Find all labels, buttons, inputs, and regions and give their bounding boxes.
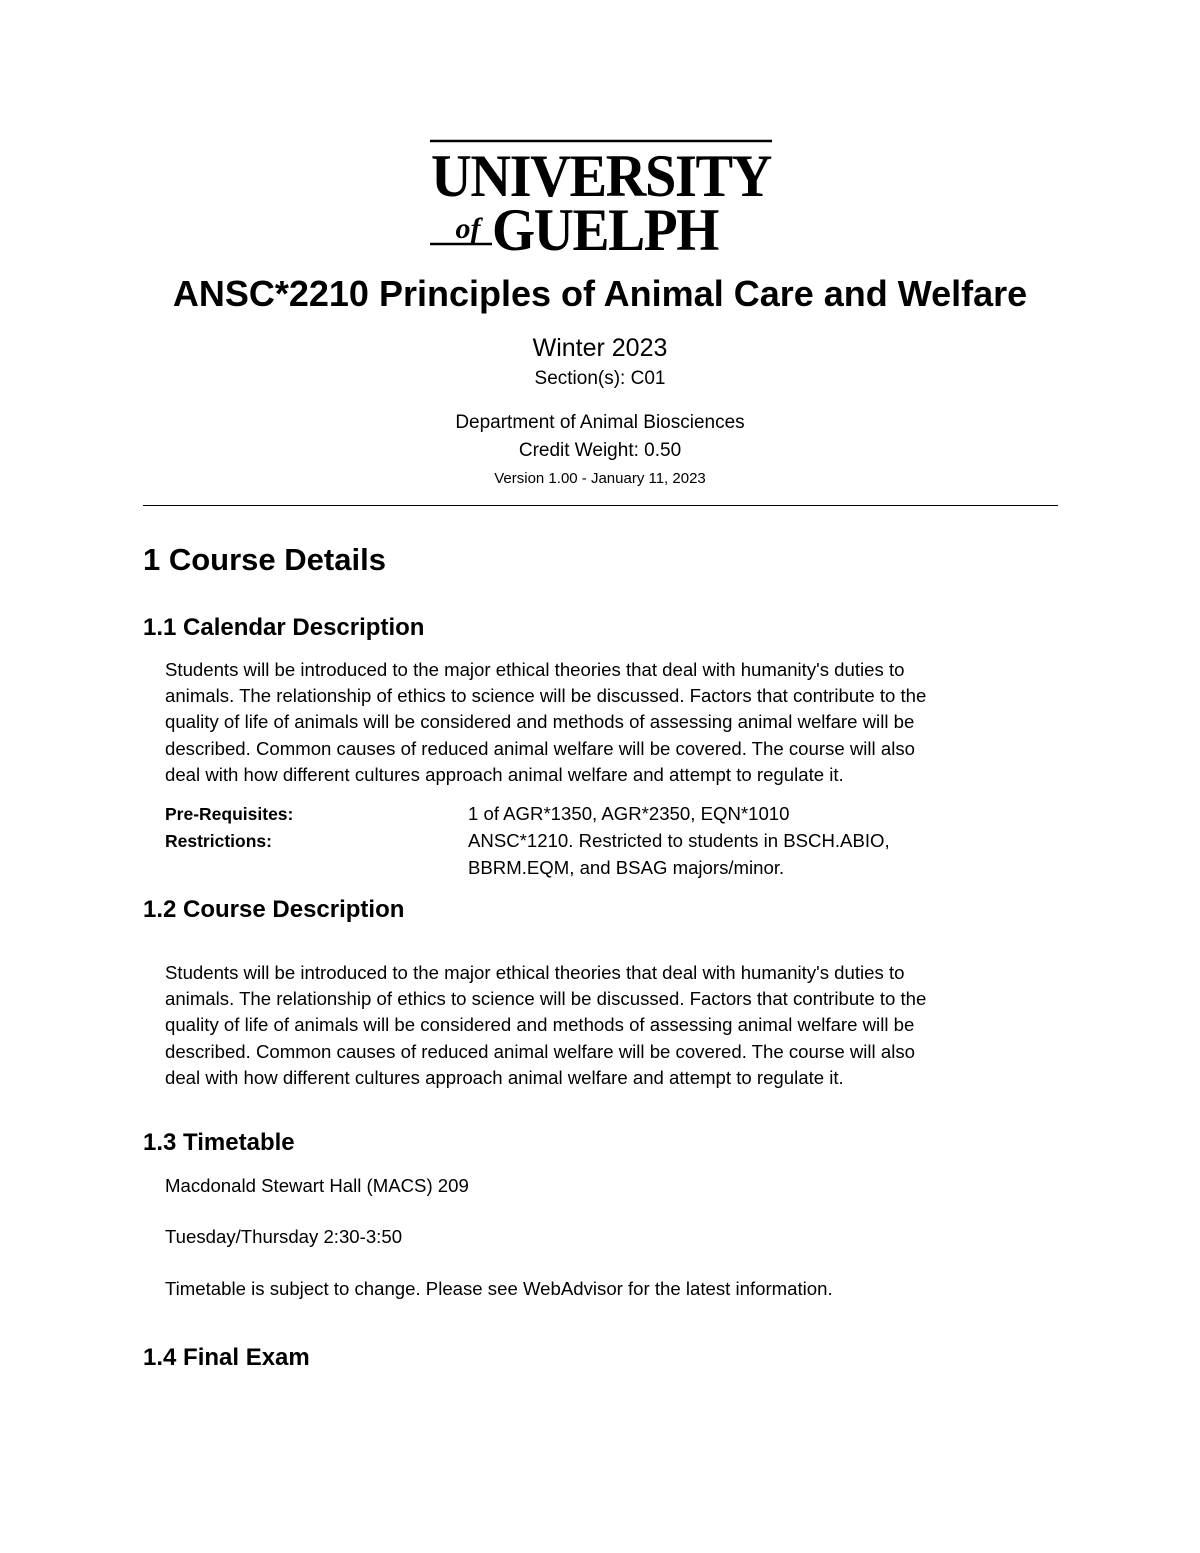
- subheading-calendar-description: 1.1 Calendar Description: [143, 614, 425, 641]
- term: Winter 2023: [532, 334, 668, 362]
- university-logo-graphic: [428, 138, 774, 256]
- subheading-course-description: 1.2 Course Description: [143, 896, 405, 923]
- logo-of-text: of: [455, 212, 481, 245]
- restrictions-value-line: BBRM.EQM, and BSAG majors/minor.: [468, 857, 785, 878]
- course-title: ANSC*2210 Principles of Animal Care and Welfare: [172, 273, 1028, 314]
- course-description-line: animals. The relationship of ethics to science will be discussed. Factors that contribute to the: [165, 988, 927, 1010]
- university-logo: [428, 138, 774, 256]
- credit-weight: Credit Weight: 0.50: [518, 440, 682, 461]
- subheading-timetable: 1.3 Timetable: [143, 1129, 295, 1156]
- timetable-schedule: Tuesday/Thursday 2:30-3:50: [165, 1226, 403, 1247]
- course-description-line: described. Common causes of reduced animal welfare will be covered. The course will also: [165, 1040, 915, 1062]
- course-description-line: Students will be introduced to the major ethical theories that deal with humanity's duties to: [165, 962, 905, 983]
- calendar-line: described. Common causes of reduced animal welfare will be covered. The course will also: [165, 737, 915, 759]
- timetable-location: Macdonald Stewart Hall (MACS) 209: [165, 1175, 469, 1196]
- department: Department of Animal Biosciences: [455, 412, 745, 433]
- calendar-line: deal with how different cultures approach animal welfare and attempt to regulate it.: [165, 763, 844, 785]
- course-description-line: deal with how different cultures approach animal welfare and attempt to regulate it.: [165, 1066, 844, 1088]
- subheading-final-exam: 1.4 Final Exam: [143, 1344, 310, 1371]
- logo-university-text: UNIVERSITY: [431, 143, 773, 209]
- section-heading-course-details: 1 Course Details: [143, 542, 386, 577]
- prerequisites-label: Pre-Requisites:: [165, 804, 294, 824]
- restrictions-label: Restrictions:: [165, 831, 272, 851]
- course-description-line: quality of life of animals will be considered and methods of assessing animal welfare will be: [165, 1014, 915, 1036]
- timetable-note: Timetable is subject to change. Please see WebAdvisor for the latest information.: [165, 1278, 833, 1299]
- restrictions-value-line: ANSC*1210. Restricted to students in BSCH.ABIO,: [468, 830, 890, 851]
- version: Version 1.00 - January 11, 2023: [494, 470, 706, 487]
- prerequisites-value: 1 of AGR*1350, AGR*2350, EQN*1010: [468, 803, 790, 824]
- sections: Section(s): C01: [534, 368, 666, 389]
- calendar-line: animals. The relationship of ethics to science will be discussed. Factors that contribute to the: [165, 685, 927, 707]
- calendar-line: Students will be introduced to the major ethical theories that deal with humanity's duties to: [165, 659, 905, 680]
- course-description-text: [165, 960, 1065, 1091]
- calendar-description-text: [165, 657, 1065, 788]
- logo-guelph-text: GUELPH: [492, 197, 719, 256]
- header-divider: [143, 505, 1058, 506]
- calendar-line: quality of life of animals will be considered and methods of assessing animal welfare will be: [165, 711, 915, 733]
